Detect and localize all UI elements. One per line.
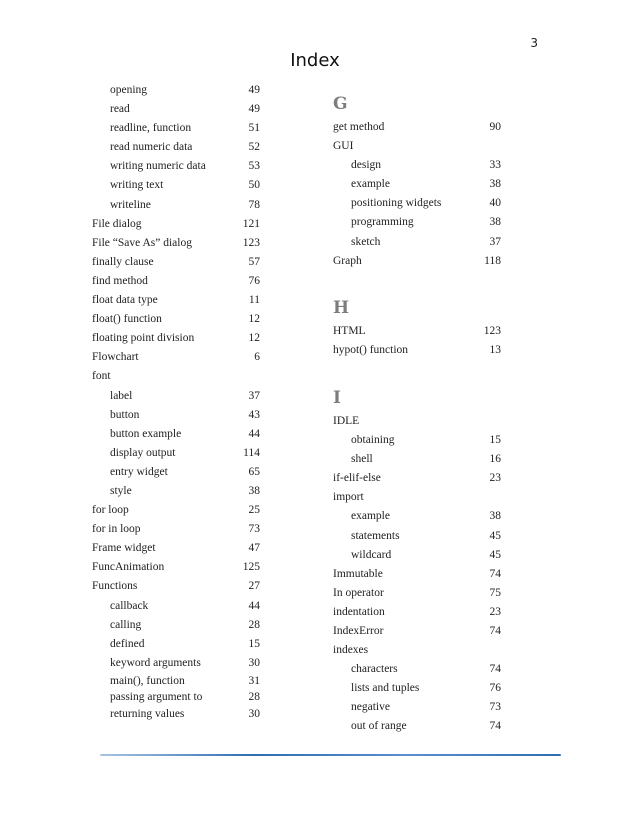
index-entry	[92, 689, 260, 705]
index-entry	[92, 291, 260, 310]
index-term: main(), function	[110, 674, 185, 687]
index-page-ref: 123	[483, 324, 501, 337]
index-term: Graph	[333, 254, 362, 267]
page-number: 3	[530, 36, 538, 50]
index-entry	[333, 137, 501, 156]
index-entry	[333, 488, 501, 507]
section-letter-i: I	[333, 387, 341, 408]
index-term: wildcard	[351, 548, 392, 561]
index-entry	[333, 341, 501, 360]
index-entry	[333, 660, 501, 679]
index-page-ref: 25	[248, 504, 260, 517]
index-term: File dialog	[92, 217, 142, 230]
index-term: indexes	[333, 644, 369, 657]
index-page-ref: 74	[489, 720, 501, 733]
index-term: button example	[110, 427, 182, 440]
index-entry	[333, 431, 501, 450]
index-page-ref: 15	[489, 434, 501, 447]
index-page-ref: 40	[489, 197, 501, 210]
index-term: opening	[110, 84, 148, 96]
index-entry	[92, 196, 260, 215]
index-term: for in loop	[92, 523, 141, 536]
index-term: import	[333, 491, 364, 504]
index-term: for loop	[92, 504, 129, 517]
index-entry	[92, 119, 260, 138]
index-entry	[92, 215, 260, 234]
index-term: IDLE	[333, 414, 360, 427]
index-page-ref: 75	[489, 586, 501, 599]
index-page-ref: 12	[248, 313, 260, 326]
index-page-ref: 11	[248, 294, 260, 307]
index-page-ref: 37	[489, 235, 501, 248]
index-page-ref: 45	[489, 529, 501, 542]
index-term: positioning widgets	[351, 197, 442, 210]
index-page-ref: 49	[248, 103, 260, 116]
index-entry	[92, 558, 260, 577]
index-entry	[333, 641, 501, 660]
index-page-ref: 74	[489, 624, 501, 637]
index-term: writeline	[110, 198, 151, 211]
index-term: calling	[110, 618, 142, 631]
index-term: finally clause	[92, 255, 154, 268]
index-page-ref: 6	[254, 351, 260, 364]
index-entry	[92, 539, 260, 558]
index-page-ref: 23	[489, 472, 501, 485]
index-section-i	[333, 412, 501, 737]
index-term: example	[351, 178, 390, 191]
index-entry	[92, 705, 260, 724]
index-term: display output	[110, 446, 176, 459]
index-page-ref: 50	[248, 179, 260, 192]
index-term: floating point division	[92, 332, 195, 345]
index-term: out of range	[351, 720, 407, 733]
index-entry	[333, 252, 501, 271]
index-term: In operator	[333, 586, 384, 599]
index-entry	[92, 138, 260, 157]
index-entry	[92, 425, 260, 444]
index-entry	[92, 387, 260, 406]
index-entry	[333, 233, 501, 252]
index-page-ref: 30	[248, 656, 260, 669]
index-term: design	[351, 159, 382, 172]
index-term: Flowchart	[92, 351, 139, 364]
index-term: statements	[351, 529, 400, 542]
index-entry	[92, 635, 260, 654]
index-term: example	[351, 510, 390, 523]
index-term: negative	[351, 701, 390, 714]
index-entry	[92, 520, 260, 539]
index-page-ref: 51	[248, 122, 260, 135]
index-term: font	[92, 370, 111, 383]
index-entry	[92, 176, 260, 195]
index-entry	[92, 272, 260, 291]
index-page-ref: 45	[489, 548, 501, 561]
index-page-ref: 123	[242, 236, 260, 249]
footer-divider	[100, 754, 561, 756]
index-page-ref: 30	[248, 707, 260, 720]
index-page-ref: 49	[248, 84, 260, 96]
index-term: if-elif-else	[333, 472, 381, 485]
index-entry	[92, 444, 260, 463]
index-page-ref: 23	[489, 605, 501, 618]
index-entry	[333, 194, 501, 213]
index-page-ref: 114	[243, 446, 260, 459]
index-column-left	[92, 81, 260, 724]
index-page-ref: 27	[248, 580, 260, 593]
index-entry	[333, 679, 501, 698]
index-page-ref: 90	[489, 121, 501, 133]
index-page-ref: 43	[248, 408, 260, 421]
index-entry	[333, 213, 501, 232]
index-page-ref: 38	[489, 510, 501, 523]
index-page-ref: 38	[489, 178, 501, 191]
index-page-ref: 37	[248, 389, 260, 402]
index-entry	[333, 322, 501, 341]
index-page-ref: 76	[248, 274, 260, 287]
index-entry	[92, 673, 260, 689]
index-term: read	[110, 103, 130, 116]
index-entry	[333, 584, 501, 603]
index-entry	[92, 482, 260, 501]
index-entry	[92, 463, 260, 482]
index-term: Frame widget	[92, 542, 156, 555]
index-term: shell	[351, 453, 373, 466]
index-term: label	[110, 389, 133, 402]
index-term: sketch	[351, 235, 381, 248]
index-page-ref: 33	[489, 159, 501, 172]
index-page-ref: 31	[248, 674, 260, 687]
section-letter-g: G	[333, 94, 348, 114]
index-entry	[333, 717, 501, 736]
index-entry	[333, 469, 501, 488]
index-term: float() function	[92, 313, 162, 326]
index-page-ref: 53	[248, 160, 260, 173]
index-term: File “Save As” dialog	[92, 236, 192, 249]
index-page-ref: 76	[489, 682, 501, 695]
index-entry	[92, 367, 260, 386]
index-page-ref: 38	[248, 484, 260, 497]
index-page-ref: 38	[489, 216, 501, 229]
index-entry	[92, 597, 260, 616]
index-page-ref: 121	[242, 217, 260, 230]
index-page-ref: 118	[484, 254, 501, 267]
index-entry	[333, 527, 501, 546]
index-term: hypot() function	[333, 343, 409, 356]
index-page-ref: 74	[489, 663, 501, 676]
index-term: returning values	[110, 707, 185, 720]
index-term: keyword arguments	[110, 656, 201, 669]
index-term: HTML	[333, 324, 366, 337]
index-term: passing argument to	[110, 690, 203, 703]
index-term: callback	[110, 599, 149, 612]
index-page-ref: 57	[248, 255, 260, 268]
index-entry	[92, 157, 260, 176]
index-entry	[92, 501, 260, 520]
index-entry	[333, 622, 501, 641]
index-section-g	[333, 118, 501, 271]
index-term: FuncAnimation	[92, 561, 165, 574]
index-page-ref: 12	[248, 332, 260, 345]
index-term: style	[110, 484, 132, 497]
index-page-ref: 28	[248, 690, 260, 703]
index-entry	[92, 406, 260, 425]
index-page-ref: 65	[248, 465, 260, 478]
index-page-ref: 15	[248, 637, 260, 650]
index-term: readline, function	[110, 122, 192, 135]
index-entry	[333, 507, 501, 526]
index-entry	[333, 118, 501, 137]
index-page-ref: 74	[489, 567, 501, 580]
index-entry	[92, 81, 260, 100]
index-page-ref: 73	[489, 701, 501, 714]
index-entry	[92, 310, 260, 329]
index-term: float data type	[92, 294, 158, 307]
index-entry	[92, 577, 260, 596]
index-entry	[333, 546, 501, 565]
index-page-ref: 28	[248, 618, 260, 631]
index-page-ref: 73	[248, 523, 260, 536]
index-entry	[333, 698, 501, 717]
index-term: Immutable	[333, 567, 383, 580]
index-page-ref: 47	[248, 542, 260, 555]
index-page-ref: 125	[242, 561, 260, 574]
index-entry	[333, 450, 501, 469]
index-entry	[333, 175, 501, 194]
index-term: read numeric data	[110, 141, 193, 154]
index-term: button	[110, 408, 140, 421]
index-entry	[92, 654, 260, 673]
index-term: characters	[351, 663, 398, 676]
index-entry	[333, 412, 501, 431]
index-entry	[92, 616, 260, 635]
index-section-h	[333, 322, 501, 360]
index-term: find method	[92, 274, 148, 287]
index-term: obtaining	[351, 434, 395, 447]
index-term: programming	[351, 216, 414, 229]
index-entry	[92, 253, 260, 272]
index-entry	[333, 603, 501, 622]
index-term: defined	[110, 637, 145, 650]
index-entry	[92, 234, 260, 253]
index-column-right	[333, 81, 501, 737]
index-page-ref: 52	[248, 141, 260, 154]
index-page-ref: 78	[248, 198, 260, 211]
index-term: indentation	[333, 605, 385, 618]
page-title: Index	[290, 50, 340, 71]
index-entry	[92, 329, 260, 348]
index-term: entry widget	[110, 465, 168, 478]
section-letter-h: H	[333, 297, 350, 318]
index-entry	[333, 565, 501, 584]
index-entry	[92, 348, 260, 367]
index-entry	[333, 156, 501, 175]
index-page-ref: 44	[248, 427, 260, 440]
index-term: Functions	[92, 580, 138, 593]
index-page-ref: 13	[489, 343, 501, 356]
index-term: writing numeric data	[110, 160, 206, 173]
index-entry	[92, 100, 260, 119]
index-term: IndexError	[333, 624, 384, 637]
index-page-ref: 44	[248, 599, 260, 612]
index-term: GUI	[333, 140, 354, 153]
index-page-ref: 16	[489, 453, 501, 466]
index-term: lists and tuples	[351, 682, 420, 695]
index-term: get method	[333, 121, 385, 133]
index-term: writing text	[110, 179, 164, 192]
